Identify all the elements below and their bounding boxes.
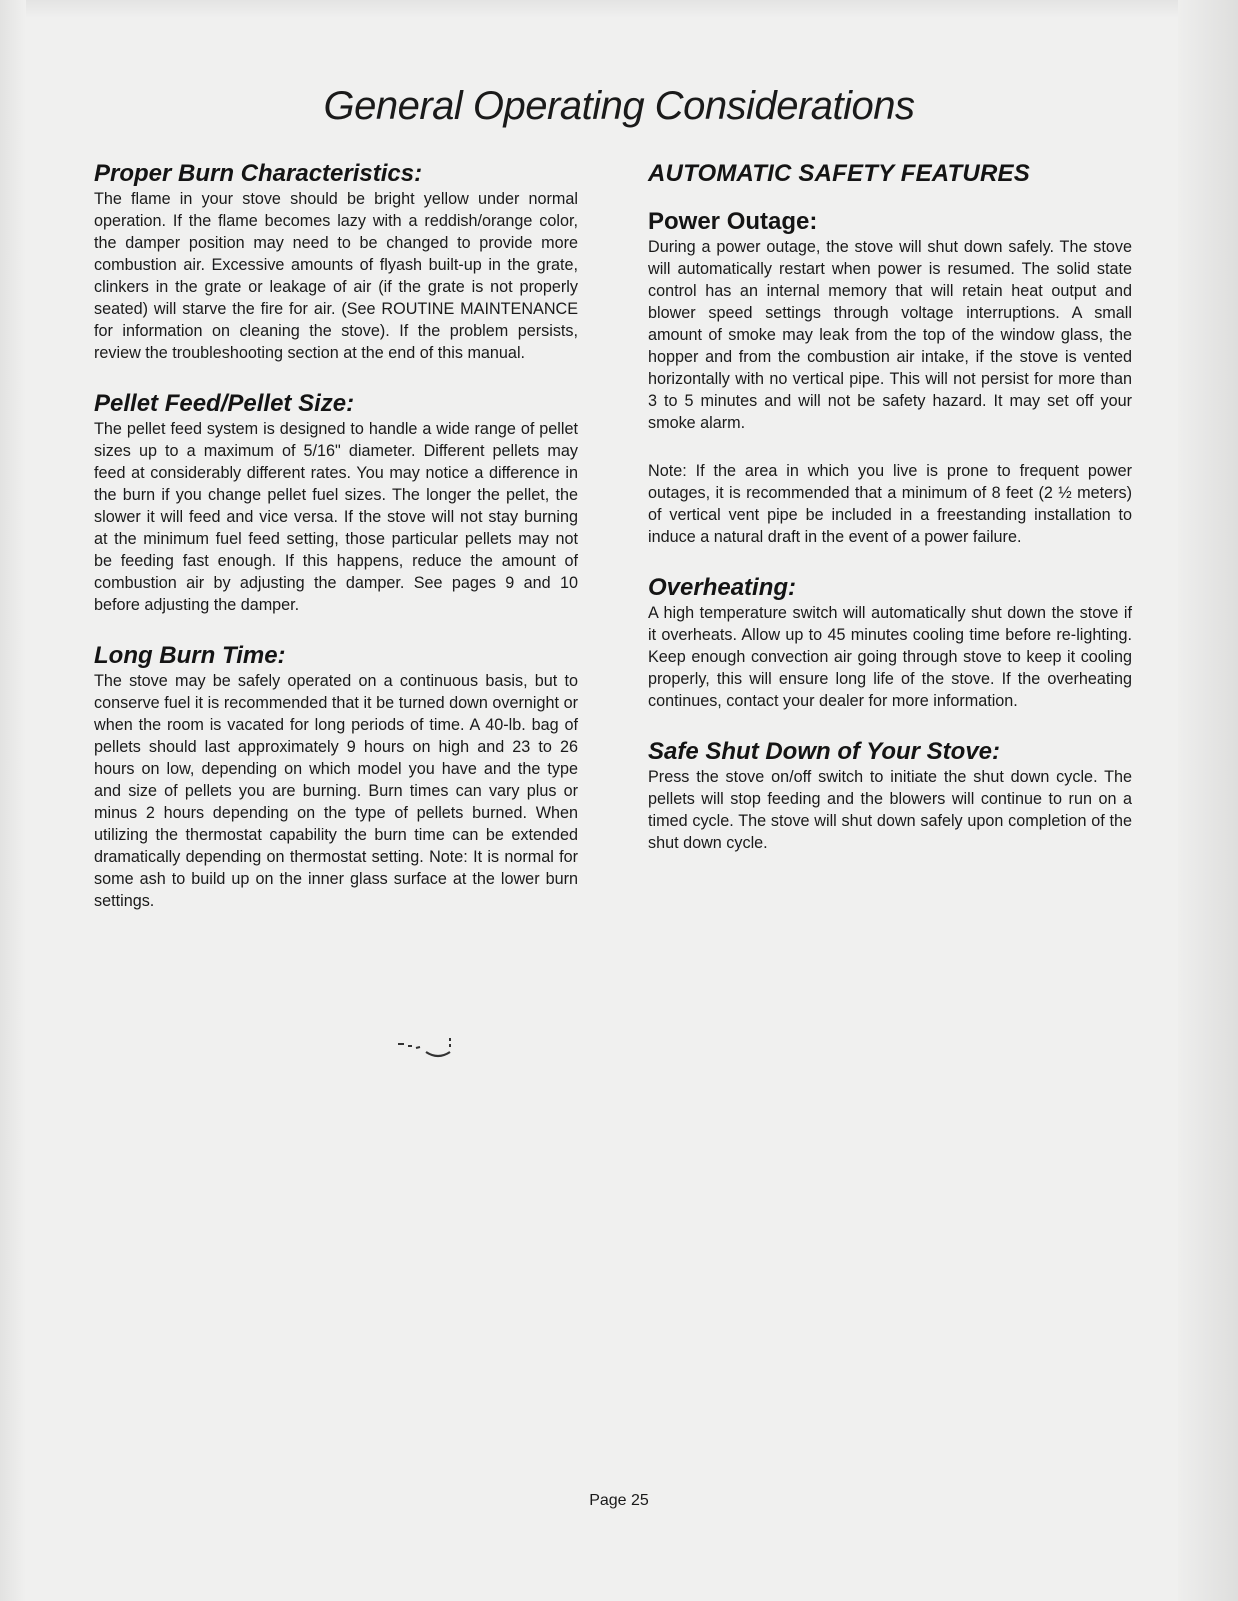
section-heading-proper-burn: Proper Burn Characteristics: xyxy=(94,160,423,187)
scan-shadow-left xyxy=(0,0,26,1601)
safety-features-heading: AUTOMATIC SAFETY FEATURES xyxy=(648,160,1030,187)
section-text-overheating: A high temperature switch will automatically shut down the stove if it overheats. Allow up to 45 minutes cooling time before re-lighting. Keep enough convection air going through stove to keep it cooling properly, this will ensure long life of the stove. If the overheating continues, contact your dealer for more information. xyxy=(648,604,1132,710)
section-proper-burn xyxy=(94,160,578,364)
section-heading-safe-shutdown: Safe Shut Down of Your Stove: xyxy=(648,738,1001,765)
page-number: Page 25 xyxy=(589,1492,649,1509)
section-text-long-burn: The stove may be safely operated on a continuous basis, but to conserve fuel it is recommended that it be turned down overnight or when the room is vacated for long periods of time. A 40-lb. bag of pellets should last approximately 9 hours on high and 23 to 26 hours on low, depending on which model you have and the type and size of pellets you are burning. Burn times can vary plus or minus 2 hours depending on the type of pellets burned. When utilizing the thermostat capability the burn time can be extended dramatically depending on thermostat setting. Note: It is normal for some ash to build up on the inner glass surface at the lower burn settings. xyxy=(94,672,578,910)
section-text-power-outage: During a power outage, the stove will shut down safely. The stove will automatically restart when power is resumed. The solid state control has an internal memory that will retain heat output and blower speed settings through voltage interruptions. A small amount of smoke may leak from the top of the window glass, the hopper and from the combustion air intake, if the stove is vented horizontally with no vertical pipe. This will not persist for more than 3 to 5 minutes and will not be safety hazard. It may set off your smoke alarm. xyxy=(648,238,1132,432)
section-text-pellet-feed: The pellet feed system is designed to handle a wide range of pellet sizes up to a maximum of 5/16" diameter. Different pellets may feed at considerably different rates. You may notice a difference in the burn if you change pellet fuel sizes. The longer the pellet, the slower it will feed and vice versa. If the stove will not stay burning at the minimum fuel feed setting, those particular pellets may not be feeding fast enough. If this happens, reduce the amount of combustion air by adjusting the damper. See pages 9 and 10 before adjusting the damper. xyxy=(94,420,578,614)
scan-shadow-right xyxy=(1178,0,1238,1601)
page-title: General Operating Considerations xyxy=(323,84,915,128)
section-power-outage xyxy=(648,208,1132,548)
scan-shadow-top xyxy=(0,0,1238,18)
right-column xyxy=(648,160,1132,854)
section-heading-overheating: Overheating: xyxy=(648,574,797,601)
section-overheating xyxy=(648,574,1132,712)
section-heading-long-burn: Long Burn Time: xyxy=(94,642,286,669)
left-column xyxy=(94,160,578,912)
section-safe-shutdown xyxy=(648,738,1132,854)
section-heading-pellet-feed: Pellet Feed/Pellet Size: xyxy=(94,390,355,417)
section-heading-power-outage: Power Outage: xyxy=(648,208,818,235)
stray-ink-mark xyxy=(392,1032,472,1066)
section-text-safe-shutdown: Press the stove on/off switch to initiate the shut down cycle. The pellets will stop feeding and the blowers will continue to run on a timed cycle. The stove will shut down safely upon completion of the shut down cycle. xyxy=(648,768,1132,852)
section-text-proper-burn: The flame in your stove should be bright yellow under normal operation. If the flame becomes lazy with a reddish/orange color, the damper position may need to be changed to provide more combustion air. Excessive amounts of flyash built-up in the grate, clinkers in the grate or leakage of air (if the grate is not properly seated) will starve the fire for air. (See ROUTINE MAINTENANCE for information on cleaning the stove). If the problem persists, review the troubleshooting section at the end of this manual. xyxy=(94,190,578,362)
section-long-burn xyxy=(94,642,578,912)
power-outage-note: Note: If the area in which you live is prone to frequent power outages, it is recommended that a minimum of 8 feet (2 ½ meters) of vertical vent pipe be included in a freestanding installation to induce a natural draft in the event of a power failure. xyxy=(648,462,1132,546)
section-pellet-feed xyxy=(94,390,578,616)
